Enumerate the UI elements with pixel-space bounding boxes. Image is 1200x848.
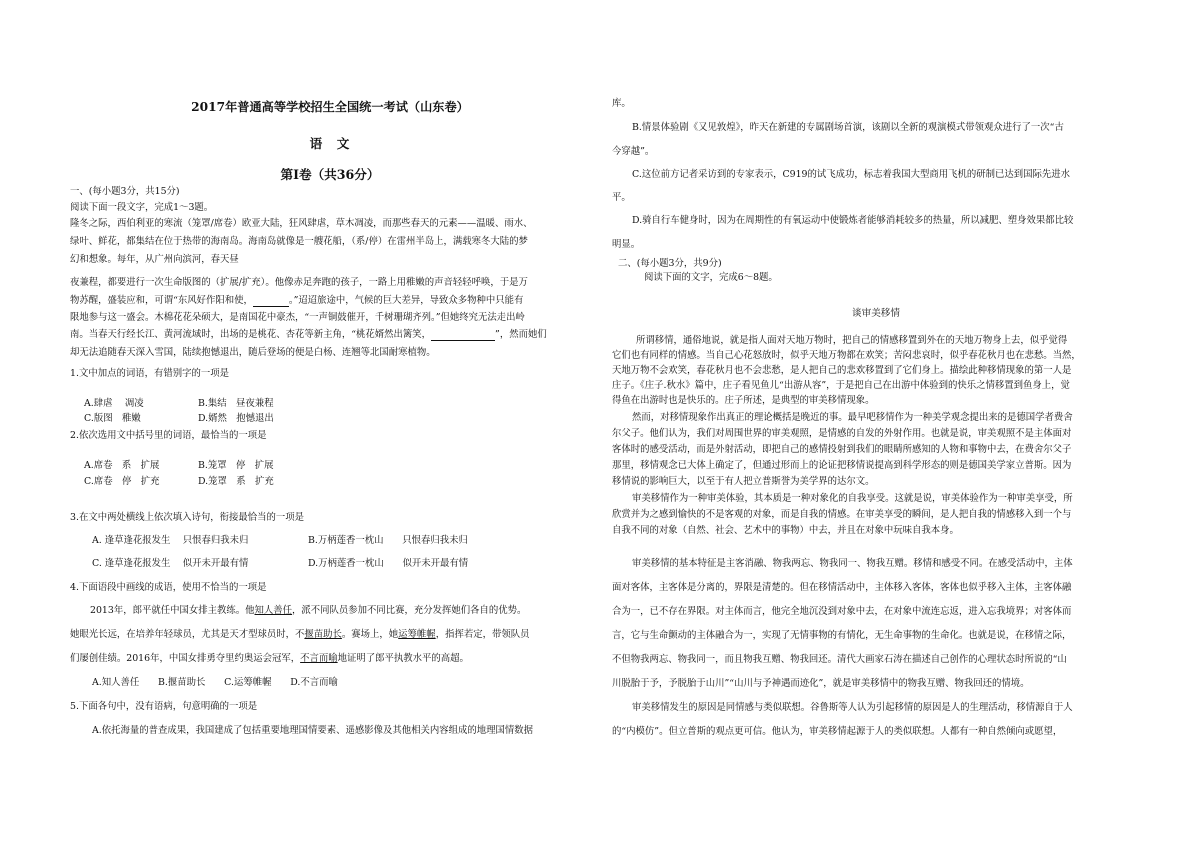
passage-text: 。”迢迢旅途中，气候的巨大差异，导致众多物种中只能有	[288, 295, 524, 306]
essay-line: 不但物我两忘、物我同一，而且物我互赠、物我回还。清代大画家石涛在描述自己创作的心理状态时所说的“山	[612, 654, 1067, 665]
essay-line: 欣赏并为之感到愉快的不是客观的对象，而是自我的情感。在审美享受的瞬间，是人把自我的情感移入到一个与	[612, 509, 1072, 520]
blank-line-2	[431, 331, 495, 341]
question-1: 1.文中加点的词语，有错别字的一项是	[70, 368, 229, 379]
passage-text: 南。当春天行经长江、黄河流域时，出场的是桃花、杏花等新主角，“桃花婿然出篱笑，	[70, 329, 432, 340]
q5-option-b-cont: 今穿越”。	[612, 146, 655, 157]
underlined-idiom: 不言而喻	[300, 653, 338, 664]
passage-line: 夜兼程，都要进行一次生命版图的（扩展/扩充）。他像赤足奔跑的孩子，一路上用稚嫩的声音轻轻呼唤，于是万	[70, 277, 528, 288]
passage-line: 限地参与这一盛会。木棉花花朵硕大，是南国花中豪杰，“一声铜鼓催开，千树珊瑚齐列。”但她终究无法走出岭	[70, 312, 525, 323]
essay-line: 审美移情发生的原因是同情感与类似联想。谷鲁斯等人认为引起移情的原因是人的生理活动，移情源自于人	[632, 702, 1073, 713]
essay-line: 审美移情作为一种审美体验，其本质是一种对象化的自我享受。这就是说，审美体验作为一种审美享受，所	[632, 493, 1073, 504]
part-title: 第Ⅰ卷（共36分）	[280, 167, 380, 182]
passage-text: 物苏醒，盛装应和，可谓“东风好作阳和使，	[70, 295, 253, 306]
essay-line: 那里，移情观念已大体上确定了，但通过形而上的论证把移情说提高到科学形态的则是德国美学家立普斯。因为	[612, 460, 1072, 471]
q5-option-a-cont: 库。	[612, 98, 631, 109]
passage-line: 幻和想象。每年，从广州向滨河，春天昼	[70, 254, 239, 265]
q4-text: ，指挥若定，带领队员	[435, 629, 530, 640]
question-3: 3.在文中两处横线上依次填入诗句，衔接最恰当的一项是	[70, 512, 304, 523]
essay-line: 天地万物不会欢笑，春花秋月也不会悲愁，是人把自己的悲欢移置到了它们身上。描绘此种移情现象的第一人是	[612, 365, 1072, 376]
blank-line-1	[253, 297, 289, 307]
q3-option-d: D.万柄莲香一枕山 似开未开最有情	[308, 558, 469, 569]
q1-option-c: C.版图 稚嫩	[84, 413, 141, 424]
q5-option-b: B.情景体验剧《又见敦煌》，昨天在新建的专属剧场首演，该剧以全新的观演模式带领观众进行了一次“古	[632, 122, 1064, 133]
q2-option-a: A.席卷 系 扩展	[84, 460, 160, 471]
passage-line: 绿叶、鲜花，都集结在位于热带的海南岛。海南岛就像是一艘花船，（系/停）在雷州半岛上，满载寒冬大陆的梦	[70, 236, 528, 247]
q3-option-c: C. 逢草逢花报发生 似开未开最有情	[92, 558, 249, 569]
subject-title: 语 文	[309, 136, 351, 151]
passage-line: 隆冬之际，西伯利亚的寒流（笼罩/席卷）欧亚大陆，狂风肆虐，草木凋凌，而那些春天的元素——温暖、雨水、	[70, 218, 533, 229]
essay-line: 自我不同的对象（自然、社会、艺术中的事物）中去，并且在对象中玩味自我本身。	[612, 525, 959, 536]
underlined-idiom: 运筹帷幄	[398, 629, 436, 640]
q4-passage-line	[70, 653, 469, 665]
underlined-idiom: 知人善任	[254, 605, 293, 616]
essay-line: 川脱胎于予，予脱胎于山川”“山川与予神遇而迹化”，就是审美移情中的物我互赠、物我回还的情境。	[612, 678, 1030, 689]
q4-text: 2013年，郎平就任中国女排主教练。他	[90, 605, 255, 616]
essay-line: 审美移情的基本特征是主客消融、物我两忘、物我同一、物我互赠。移情和感受不同。在感受活动中，主体	[632, 558, 1073, 569]
q3-option-a: A. 逢草逢花报发生 只恨春归我未归	[92, 535, 249, 546]
q2-option-b: B.笼罩 停 扩展	[198, 460, 274, 471]
q4-options: A.知人善任 B.揠苗助长 C.运筹帷幄 D.不言而喻	[92, 677, 338, 688]
q4-passage-line	[90, 605, 526, 617]
q5-option-d-cont: 明显。	[612, 239, 641, 250]
essay-line: 庄子。《庄子.秋水》篇中，庄子看见鱼儿“出游从容”，于是把自己在出游中体验到的快乐之情移置到鱼身上，觉	[612, 380, 1070, 391]
q1-option-d: D.婿然 抱憾退出	[198, 413, 274, 424]
q4-text: 们屡创佳绩。2016年，中国女排勇夺里约奥运会冠军，	[70, 653, 301, 664]
section-one-instruction: 阅读下面一段文字，完成1～3题。	[70, 202, 214, 213]
passage-line: 却无法追随春天深入雪国，陆续抱憾退出，随后登场的便是白杨、连翘等北国耐寒植物。	[70, 347, 436, 358]
q4-passage-line	[70, 629, 529, 641]
q5-option-a: A.依托海量的普查成果，我国建成了包括重要地理国情要素、遥感影像及其他相关内容组成的地理国情数据	[92, 725, 534, 736]
essay-line: 然而，对移情现象作出真正的理论概括是晚近的事。最早吧移情作为一种美学观念提出来的是德国学者费舍	[632, 412, 1073, 423]
essay-line: 移情说的影响巨大，以至于有人把立普斯誉为美学界的达尔文。	[612, 476, 875, 487]
q4-text: 地证明了郎平执教水平的高超。	[337, 653, 469, 664]
essay-line: 合为一，已不存在界限。对主体而言，他完全地沉没到对象中去，在对象中流连忘返，进入忘我境界；对客体而	[612, 606, 1072, 617]
passage-line	[70, 295, 523, 307]
q3-option-b: B.万柄莲香一枕山 只恨春归我未归	[308, 535, 468, 546]
question-4: 4.下面语段中画线的成语，使用不恰当的一项是	[70, 582, 267, 593]
essay-line: 尔父子。他们认为，我们对周围世界的审美观照，是情感的自发的外射作用。也就是说，审美观照不是主体面对	[612, 428, 1072, 439]
question-2: 2.依次选用文中括号里的词语，最恰当的一项是	[70, 430, 267, 441]
question-5: 5.下面各句中，没有语病，句意明确的一项是	[70, 701, 258, 712]
passage-line	[70, 329, 547, 341]
essay-line: 的“内模仿”。但立普斯的观点更可信。他认为，审美移情起源于人的类似联想。人都有一种自然倾向或愿望，	[612, 726, 1063, 737]
section-one-heading: 一、(每小题3分，共15分)	[70, 186, 180, 197]
essay-line: 得鱼在出游时也是快乐的。庄子所述，是典型的审美移情现象。	[612, 395, 875, 406]
q5-option-c-cont: 平。	[612, 192, 631, 203]
q4-text: ，派不同队员参加不同比赛，充分发挥她们各自的优势。	[292, 605, 527, 616]
essay-line: 客体时的感受活动，而是外射活动，即把自己的感情投射到我们的眼睛所感知的人物和事物中去，在费舍尔父子	[612, 444, 1072, 455]
q1-option-a: A.肆虐 凋凌	[84, 398, 144, 409]
essay-line: 它们也有同样的情感。当自己心花怒放时，似乎天地万物都在欢笑；苦闷悲哀时，似乎春花秋月也在悲愁。当然，	[612, 350, 1081, 361]
essay-line: 言，它与生命颤动的主体融合为一，实现了无情事物的有情化，无生命事物的生命化。也就是说，在移情之际，	[612, 630, 1072, 641]
q2-option-d: D.笼罩 系 扩充	[198, 476, 274, 487]
underlined-idiom: 揠苗助长	[304, 629, 342, 640]
passage-text: ”，然而她们	[495, 329, 547, 340]
essay-line: 所谓移情，通俗地说，就是指人面对天地万物时，把自己的情感移置到外在的天地万物身上去，似乎觉得	[636, 335, 1068, 346]
q4-text: 。赛场上，她	[341, 629, 399, 640]
q5-option-c: C.这位前方记者采访到的专家表示，C919的试飞成功，标志着我国大型商用飞机的研制已达到国际先进水	[632, 169, 1071, 180]
q4-text: 她眼光长远，在培养年轻球员，尤其是天才型球员时，不	[70, 629, 305, 640]
section-two-instruction: 阅读下面的文字，完成6～8题。	[644, 272, 778, 283]
essay-line: 面对客体，主客体是分离的，界限是清楚的。但在移情活动中，主体移入客体，客体也似乎移入主体，主客体融	[612, 582, 1072, 593]
q5-option-d: D.骑自行车健身时，因为在周期性的有氧运动中使锻炼者能够消耗较多的热量，所以减肥、塑身效果都比较	[632, 215, 1074, 226]
exam-title: 2017年普通高等学校招生全国统一考试（山东卷）	[191, 100, 469, 114]
q1-option-b: B.集结 昼夜兼程	[198, 398, 274, 409]
section-two-heading: 二、(每小题3分，共9分)	[618, 258, 722, 269]
essay-title: 谈审美移情	[852, 308, 900, 319]
q2-option-c: C.席卷 停 扩充	[84, 476, 160, 487]
